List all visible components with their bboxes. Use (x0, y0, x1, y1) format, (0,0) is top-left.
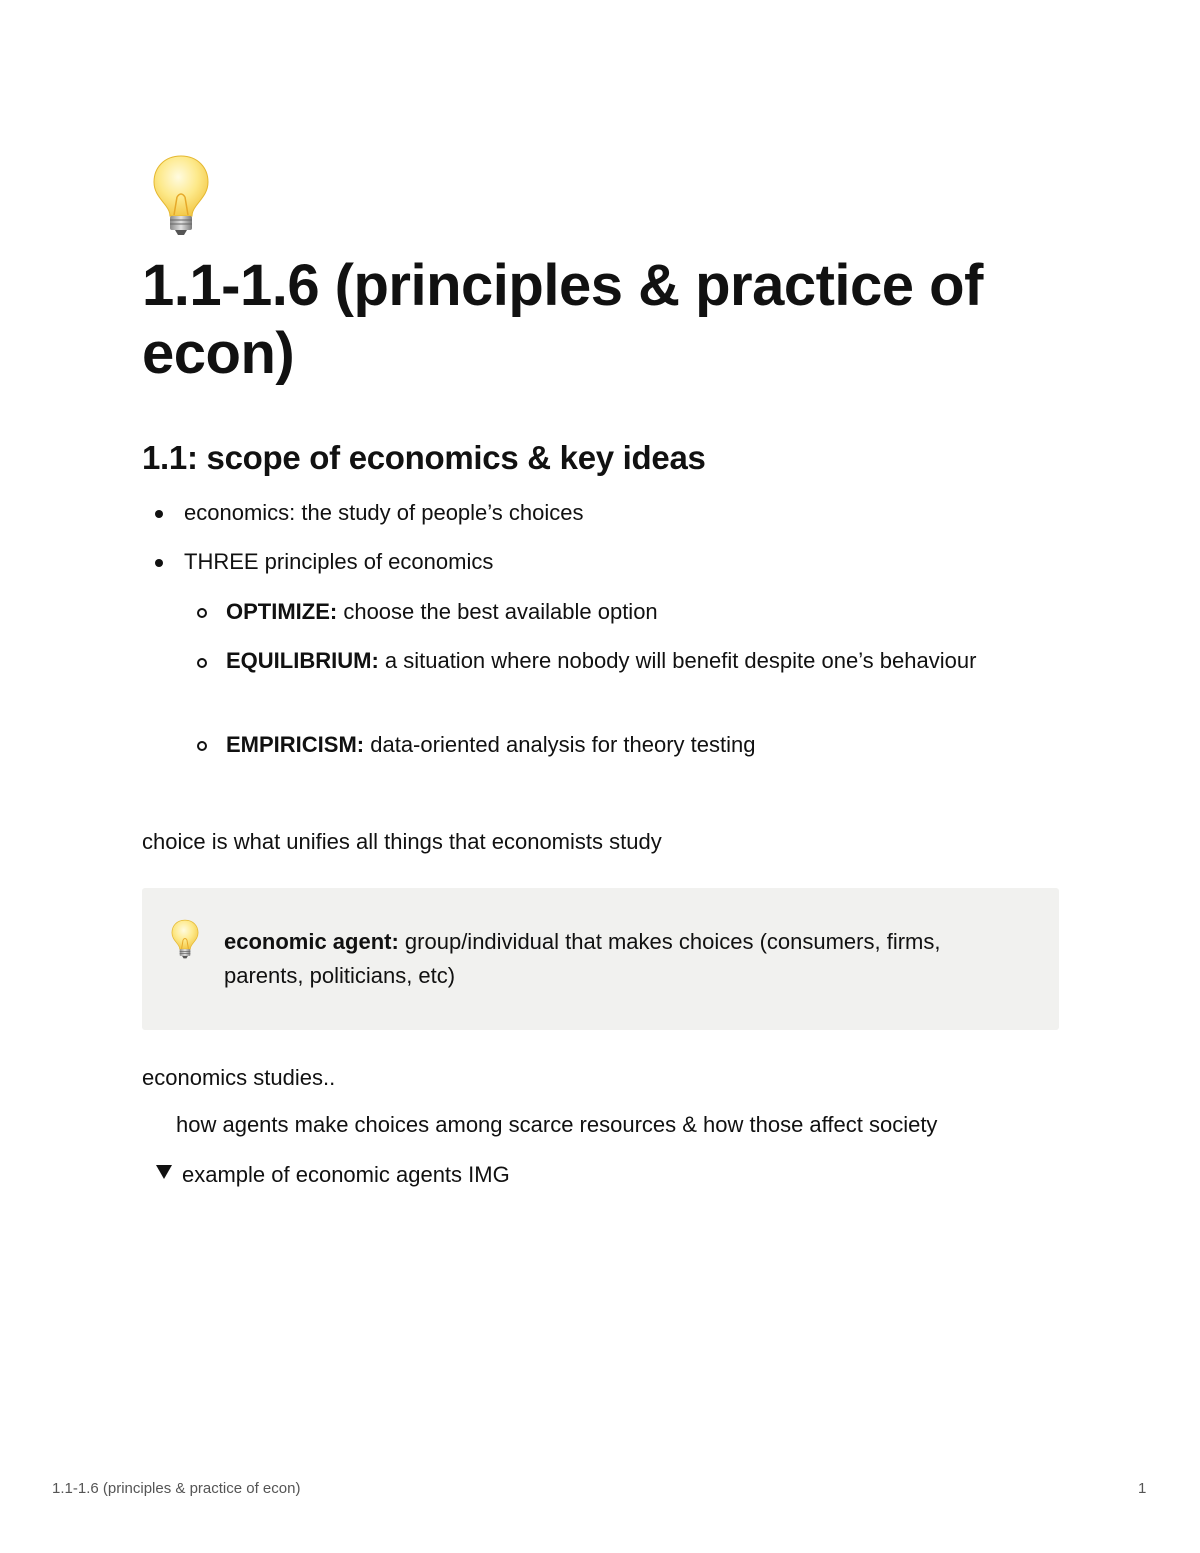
list-item: economics: the study of people’s choices (184, 500, 584, 525)
paragraph: economics studies.. (142, 1065, 336, 1090)
page-title: 1.1-1.6 (principles & practice of econ) (142, 253, 983, 386)
term-equilibrium: EQUILIBRIUM: (226, 648, 379, 673)
list-item: THREE principles of economics (184, 549, 494, 574)
lightbulb-icon (170, 918, 200, 960)
definition-text: choose the best available option (337, 599, 658, 624)
list-item (226, 728, 1006, 762)
bullet-dot (155, 559, 163, 567)
toggle-label[interactable]: example of economic agents IMG (182, 1162, 510, 1187)
bullet-circle (197, 741, 207, 751)
bullet-circle (197, 658, 207, 668)
section-heading: 1.1: scope of economics & key ideas (142, 439, 706, 476)
bullet-circle (197, 608, 207, 618)
callout-block (142, 888, 1059, 1030)
callout-text (224, 925, 1014, 993)
term-optimize: OPTIMIZE: (226, 599, 338, 624)
definition-text: a situation where nobody will benefit despite one’s behaviour (378, 648, 977, 673)
list-item (226, 595, 1006, 629)
footer-title: 1.1-1.6 (principles & practice of econ) (52, 1480, 301, 1497)
definition-text: data-oriented analysis for theory testing (364, 732, 756, 757)
page-number: 1 (1138, 1480, 1147, 1497)
term-empiricism: EMPIRICISM: (226, 732, 365, 757)
lightbulb-icon (150, 153, 212, 237)
paragraph: choice is what unifies all things that economists study (142, 829, 662, 854)
indented-paragraph: how agents make choices among scarce resources & how those affect society (176, 1112, 938, 1137)
definition-text: group/individual that makes choices (consumers, firms, parents, politicians, etc) (224, 929, 941, 988)
list-item (226, 644, 986, 678)
bullet-dot (155, 510, 163, 518)
toggle-triangle-icon[interactable] (156, 1165, 172, 1179)
term-economic-agent: economic agent: (224, 929, 399, 954)
